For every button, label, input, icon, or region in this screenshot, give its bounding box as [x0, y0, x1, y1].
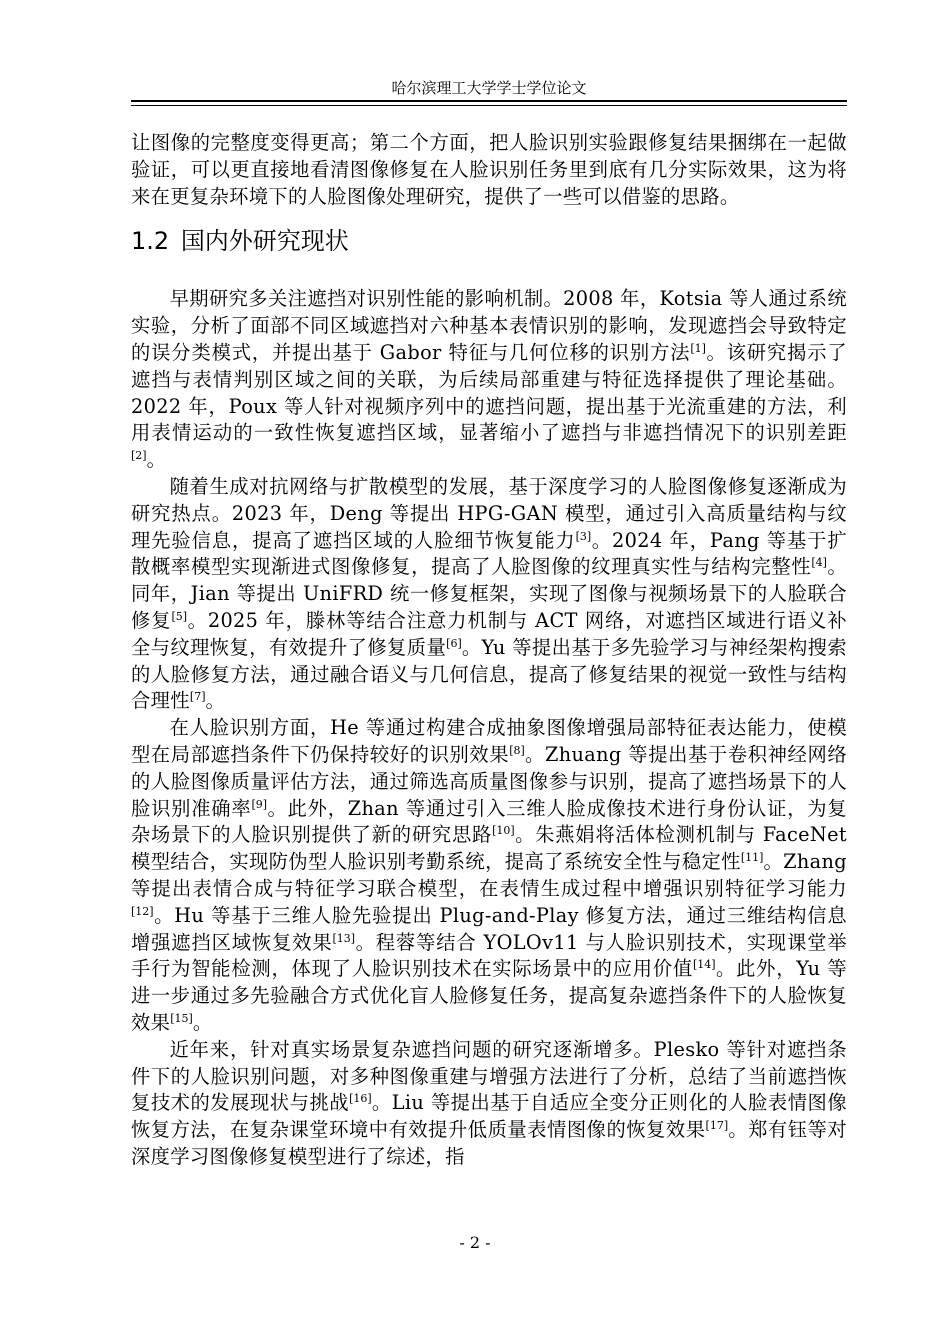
paragraph-text: 。Yu 等提出基于多先验学习与神经架构搜索的人脸修复方法，通过融合语义与几何信息，提高了修复结果的视觉一致性与结构合理性: [131, 635, 847, 713]
body-paragraph: [131, 1037, 847, 1171]
citation-marker[interactable]: [3]: [575, 529, 592, 543]
paragraph-text: 。此外，Yu 等进一步通过多先验融合方式优化盲人脸修复任务，提高复杂遮挡条件下的人脸恢复效果: [131, 957, 848, 1034]
paragraph-text: 。此外，Zhan 等通过引入三维人脸成像技术进行身份认证，为复杂场景下的人脸识别提供了新的研究思路: [131, 796, 847, 847]
paragraph-text: 。朱燕娟将活体检测机制与 FaceNet 模型结合，实现防伪型人脸识别考勤系统，提高了系统安全性与稳定性: [131, 823, 847, 874]
paragraph-text: 。2024 年，Pang 等基于扩散概率模型实现渐进式图像修复，提高了人脸图像的纹理真实性与结构完整性: [131, 528, 847, 579]
paragraph-text: 。Hu 等基于三维人脸先验提出 Plug-and-Play 修复方法，通过三维结构信息增强遮挡区域恢复效果: [131, 903, 847, 954]
paragraph-text: 。2025 年，滕林等结合注意力机制与 ACT 网络，对遮挡区域进行语义补全与纹理恢复，有效提升了修复质量: [131, 608, 847, 659]
paragraph-text: 。Zhang 等提出表情合成与特征学习联合模型，在表情生成过程中增强识别特征学习能力: [131, 850, 847, 900]
header-rule-thick: [131, 100, 847, 102]
citation-marker[interactable]: [8]: [509, 743, 525, 757]
citation-marker[interactable]: [10]: [492, 824, 515, 838]
citation-marker[interactable]: [6]: [446, 636, 462, 650]
citation-marker[interactable]: [7]: [189, 690, 206, 704]
citation-marker[interactable]: [17]: [705, 1119, 729, 1133]
intro-paragraph: 让图像的完整度变得更高；第二个方面，把人脸识别实验跟修复结果捆绑在一起做验证，可以更直接地看清图像修复在人脸识别任务里到底有几分实际效果，这为将来在更复杂环境下的人脸图像处理研究，提供了一些可以借鉴的思路。: [131, 131, 847, 208]
citation-marker[interactable]: [16]: [349, 1092, 372, 1106]
paragraph-text: 。同年，Jian 等提出 UniFRD 统一修复框架，实现了图像与视频场景下的人脸联合修复: [131, 555, 847, 632]
page-body: [131, 130, 847, 1171]
paragraph-text: 近年来，针对真实场景复杂遮挡问题的研究逐渐增多。Plesko 等针对遮挡条件下的人脸识别问题，对多种图像重建与增强方法进行了分析，总结了当前遮挡恢复技术的发展现状与挑战: [131, 1037, 847, 1115]
paragraph-text: 早期研究多关注遮挡对识别性能的影响机制。2008 年，Kotsia 等人通过系统实验，分析了面部不同区域遮挡对六种基本表情识别的影响，发现遮挡会导致特定的误分类模式，并提出基于 Gabor 特征与几何位移的识别方法: [131, 287, 847, 364]
citation-marker[interactable]: [12]: [131, 904, 154, 918]
paragraph-text: 。Zhuang 等提出基于卷积神经网络的人脸图像质量评估方法，通过筛选高质量图像参与识别，提高了遮挡场景下的人脸识别准确率: [131, 742, 847, 820]
paragraph-text: 。: [205, 689, 226, 713]
body-paragraph: [131, 715, 847, 1037]
paragraph-text: 。: [192, 1010, 213, 1034]
section-title: 国内外研究现状: [180, 227, 349, 256]
running-header: 哈尔滨理工大学学士学位论文: [391, 79, 587, 97]
header-rule-thin: [131, 105, 847, 106]
citation-marker[interactable]: [11]: [740, 851, 764, 865]
citation-marker[interactable]: [15]: [170, 1011, 193, 1025]
section-paragraphs: [131, 286, 847, 1170]
paragraph-text: 。该研究揭示了遮挡与表情判别区域之间的关联，为后续局部重建与特征选择提供了理论基础。2022 年，Poux 等人针对视频序列中的遮挡问题，提出基于光流重建的方法，利用表情运动的一致性恢复遮挡区域，显著缩小了遮挡与非遮挡情况下的识别差距: [131, 340, 848, 445]
citation-marker[interactable]: [9]: [251, 797, 268, 811]
citation-marker[interactable]: [2]: [131, 449, 147, 463]
paragraph-text: 。郑有钰等对深度学习图像修复模型进行了综述，指: [131, 1118, 847, 1168]
citation-marker[interactable]: [14]: [692, 958, 716, 972]
citation-marker[interactable]: [5]: [171, 609, 188, 623]
citation-marker[interactable]: [13]: [332, 931, 356, 945]
citation-marker[interactable]: [4]: [811, 556, 827, 570]
paragraph-text: 。Liu 等提出基于自适应全变分正则化的人脸表情图像恢复方法，在复杂课堂环境中有效提升低质量表情图像的恢复效果: [131, 1091, 847, 1142]
page-number: - 2 -: [459, 1233, 491, 1252]
body-paragraph: [131, 474, 847, 715]
section-number: 1.2: [131, 227, 170, 256]
paragraph-text: 。: [146, 448, 167, 472]
section-heading: [131, 224, 847, 258]
body-paragraph: [131, 286, 847, 474]
paragraph-text: 随着生成对抗网络与扩散模型的发展，基于深度学习的人脸图像修复逐渐成为研究热点。2023 年，Deng 等提出 HPG-GAN 模型，通过引入高质量结构与纹理先验信息，提高了遮挡区域的人脸细节恢复能力: [131, 474, 847, 552]
paragraph-text: 在人脸识别方面，He 等通过构建合成抽象图像增强局部特征表达能力，使模型在局部遮挡条件下仍保持较好的识别效果: [131, 716, 847, 766]
citation-marker[interactable]: [1]: [690, 341, 706, 355]
paragraph-text: 。程蓉等结合 YOLOv11 与人脸识别技术，实现课堂举手行为智能检测，体现了人脸识别技术在实际场景中的应用价值: [131, 930, 847, 981]
